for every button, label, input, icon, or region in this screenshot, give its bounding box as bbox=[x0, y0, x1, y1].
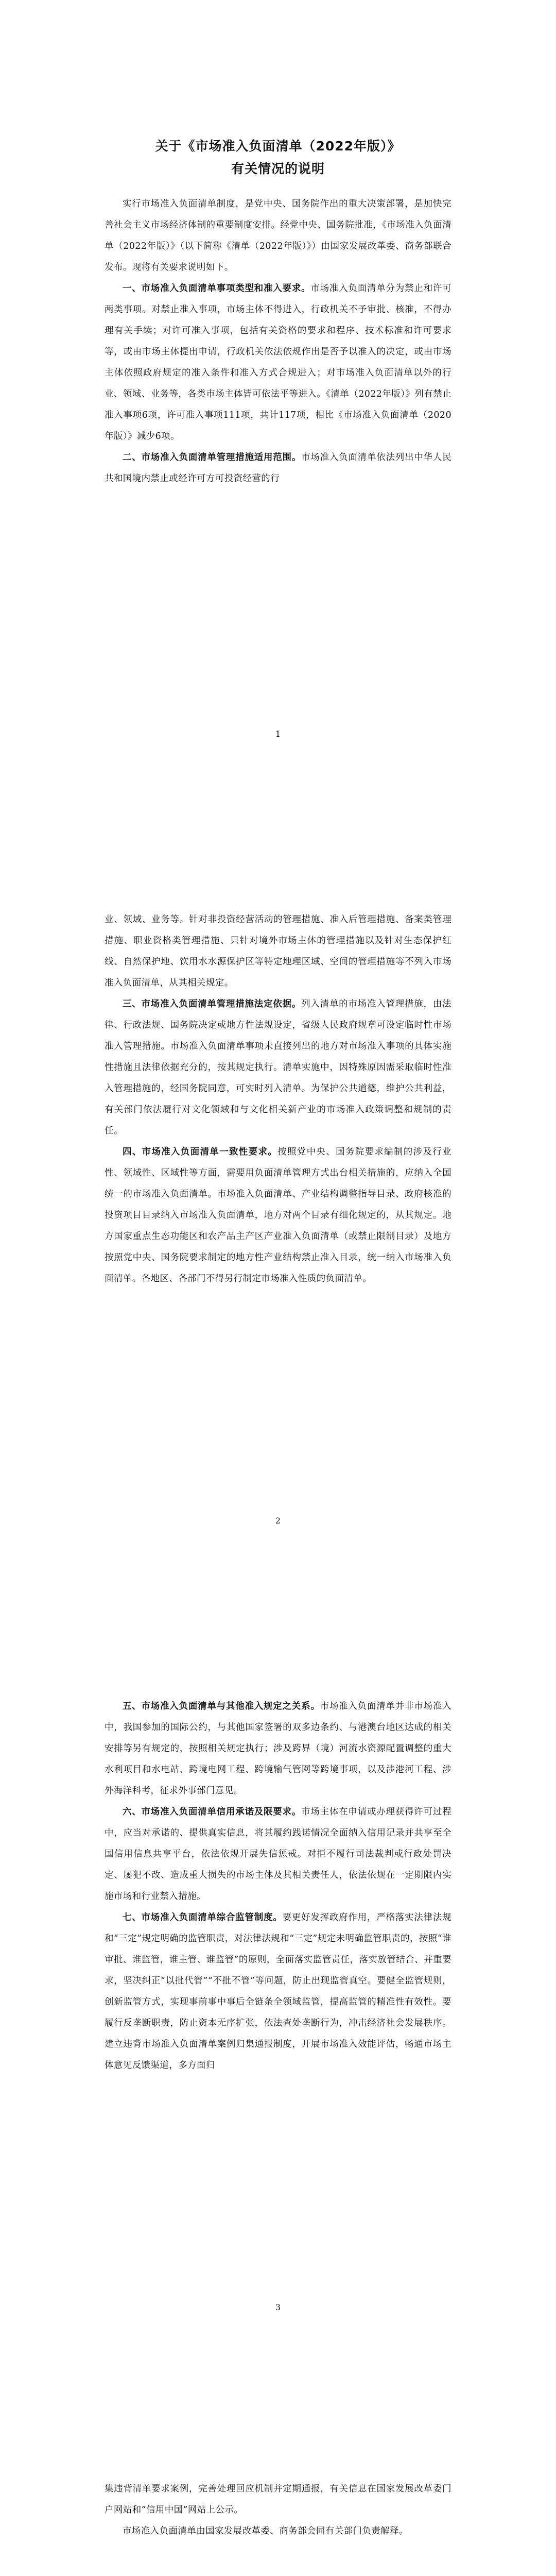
section-7-body-start: 要更好发挥政府作用，严格落实法律法规和“三定”规定明确的监管职责，对法律法规和“三定”规定未明确监管职责的，按照“谁审批、谁监管，谁主管、谁监管”的原则，全面落实监管责任，落实放管结合、并重要求，坚决纠正“以批代管”“不批不管”等问题，防止出现监管真空。要健全监管规则，创新监管方式，实现事前事中事后全链条全领域监管，提高监管的精准性有效性。要履行反垄断职责，防止资本无序扩张，依法查处垄断行为，冲击经济社会发展秩序。建立违背市场准入负面清单案例归集通报制度，开展市场准入效能评估，畅通市场主体意见反馈渠道，多方面归 bbox=[105, 1912, 451, 2071]
page-1 bbox=[0, 0, 556, 787]
page-4 bbox=[0, 2360, 556, 2576]
section-1 bbox=[105, 278, 451, 447]
page-2 bbox=[0, 787, 556, 1573]
document-title-line-1: 关于《市场准入负面清单（2022年版）》 bbox=[155, 139, 401, 154]
intro-paragraph: 实行市场准入负面清单制度，是党中央、国务院作出的重大决策部署，是加快完善社会主义市场经济体制的重要制度安排。经党中央、国务院批准，《市场准入负面清单（2022年版）》（以下简称《清单（2022年版）》）由国家发展改革委、商务部联合发布。现将有关要求说明如下。 bbox=[105, 199, 451, 273]
section-3 bbox=[105, 994, 451, 1142]
section-6 bbox=[105, 1802, 451, 1907]
page-3-body bbox=[105, 1696, 451, 2076]
section-5 bbox=[105, 1696, 451, 1802]
section-7 bbox=[105, 1907, 451, 2076]
section-1-heading: 一、市场准入负面清单事项类型和准入要求。 bbox=[123, 283, 311, 294]
page-number-2: 2 bbox=[275, 1516, 281, 1526]
section-6-heading: 六、市场准入负面清单信用承诺及限要求。 bbox=[123, 1807, 302, 1817]
section-4-heading: 四、市场准入负面清单一致性要求。 bbox=[123, 1147, 278, 1157]
section-3-heading: 三、市场准入负面清单管理措施法定依据。 bbox=[123, 999, 302, 1009]
document-title-line-2: 有关情况的说明 bbox=[231, 161, 325, 176]
closing-paragraph: 市场准入负面清单由国家发展改革委、商务部会同有关部门负责解释。 bbox=[123, 2526, 408, 2536]
page-number-3: 3 bbox=[275, 2302, 281, 2312]
section-2 bbox=[105, 447, 451, 489]
section-5-heading: 五、市场准入负面清单与其他准入规定之关系。 bbox=[123, 1701, 320, 1711]
section-2-heading: 二、市场准入负面清单管理措施适用范围。 bbox=[123, 452, 302, 463]
page-3 bbox=[0, 1573, 556, 2360]
section-2-body-start: 市场准入负面清单依法列出中华人民共和国境内禁止或经许可方可投资经营的行 bbox=[105, 452, 451, 484]
section-3-body: 列入清单的市场准入管理措施，由法律、行政法规、国务院决定或地方性法规设定，省级人民政府规章可设定临时性市场准入管理措施。市场准入负面清单事项未直接列出的地方对市场准入事项的具体实施性措施且法律依据充分的，按其规定执行。清单实施中，因特殊原因需采取临时性准入管理措施的，经国务院同意，可实时列入清单。为保护公共道德，维护公共利益，有关部门依法履行对文化领域和与文化相关新产业的市场准入政策调整和规制的责任。 bbox=[105, 999, 451, 1136]
section-5-body: 市场准入负面清单并非市场准入中，我国参加的国际公约，与其他国家签署的双多边条约、与港澳台地区达成的相关安排等另有规定的，按照相关规定执行；涉及跨界（境）河流水资源配置调整的重大水利项目和水电站、跨境电网工程、跨境输气管网等跨境事项，以及涉港河工程、涉外海洋科考，征求外事部门意见。 bbox=[105, 1701, 451, 1796]
section-1-body: 市场准入负面清单分为禁止和许可两类事项。对禁止准入事项，市场主体不得进入，行政机关不予审批、核准，不得办理有关手续；对许可准入事项，包括有关资格的要求和程序、技术标准和许可要求等，或由市场主体提出申请，行政机关依法依规作出是否予以准入的决定，或由市场主体依照政府规定的准入条件和准入方式合规进入；对市场准入负面清单以外的行业、领域、业务等，各类市场主体皆可依法平等进入。《清单（2022年版）》列有禁止准入事项6项，许可准入事项111项，共计117项，相比《市场准入负面清单（2020年版）》减少6项。 bbox=[105, 283, 452, 442]
page-2-body bbox=[105, 909, 451, 1290]
page-1-body bbox=[105, 135, 451, 489]
section-7-heading: 七、市场准入负面清单综合监管制度。 bbox=[123, 1912, 283, 1923]
section-7-body-end: 集违背清单要求案例，完善处理回应机制并定期通报，有关信息在国家发展改革委门户网站和“信用中国”网站上公示。 bbox=[105, 2484, 451, 2515]
page-number-1: 1 bbox=[275, 729, 281, 739]
page-4-body bbox=[105, 2479, 451, 2542]
section-6-body: 市场主体在申请或办理获得许可过程中，应当对承诺的、提供真实信息，将其履约践诺情况全面纳入信用记录并共享至全国信用信息共享平台，依法依规开展失信惩戒。对拒不履行司法裁判或行政处罚决定、屡犯不改、造成重大损失的市场主体及其相关责任人，依法依规在一定期限内实施市场和行业禁入措施。 bbox=[105, 1807, 451, 1902]
section-2-body-end: 业、领域、业务等。针对非投资经营活动的管理措施、准入后管理措施、备案类管理措施、职业资格类管理措施、只针对境外市场主体的管理措施以及针对生态保护红线、自然保护地、饮用水水源保护区等特定地理区域、空间的管理措施等不列入市场准入负面清单，从其相关规定。 bbox=[105, 914, 451, 988]
section-4-body: 按照党中央、国务院要求编制的涉及行业性、领域性、区域性等方面，需要用负面清单管理方式出台相关措施的，应纳入全国统一的市场准入负面清单。市场准入负面清单、产业结构调整指导目录、政府核准的投资项目目录纳入市场准入负面清单，地方对两个目录有细化规定的，从其规定。地方国家重点生态功能区和农产品主产区产业准入负面清单（或禁止限制目录）及地方按照党中央、国务院要求制定的地方性产业结构禁止准入目录，统一纳入市场准入负面清单。各地区、各部门不得另行制定市场准入性质的负面清单。 bbox=[105, 1147, 451, 1284]
section-4 bbox=[105, 1142, 451, 1290]
